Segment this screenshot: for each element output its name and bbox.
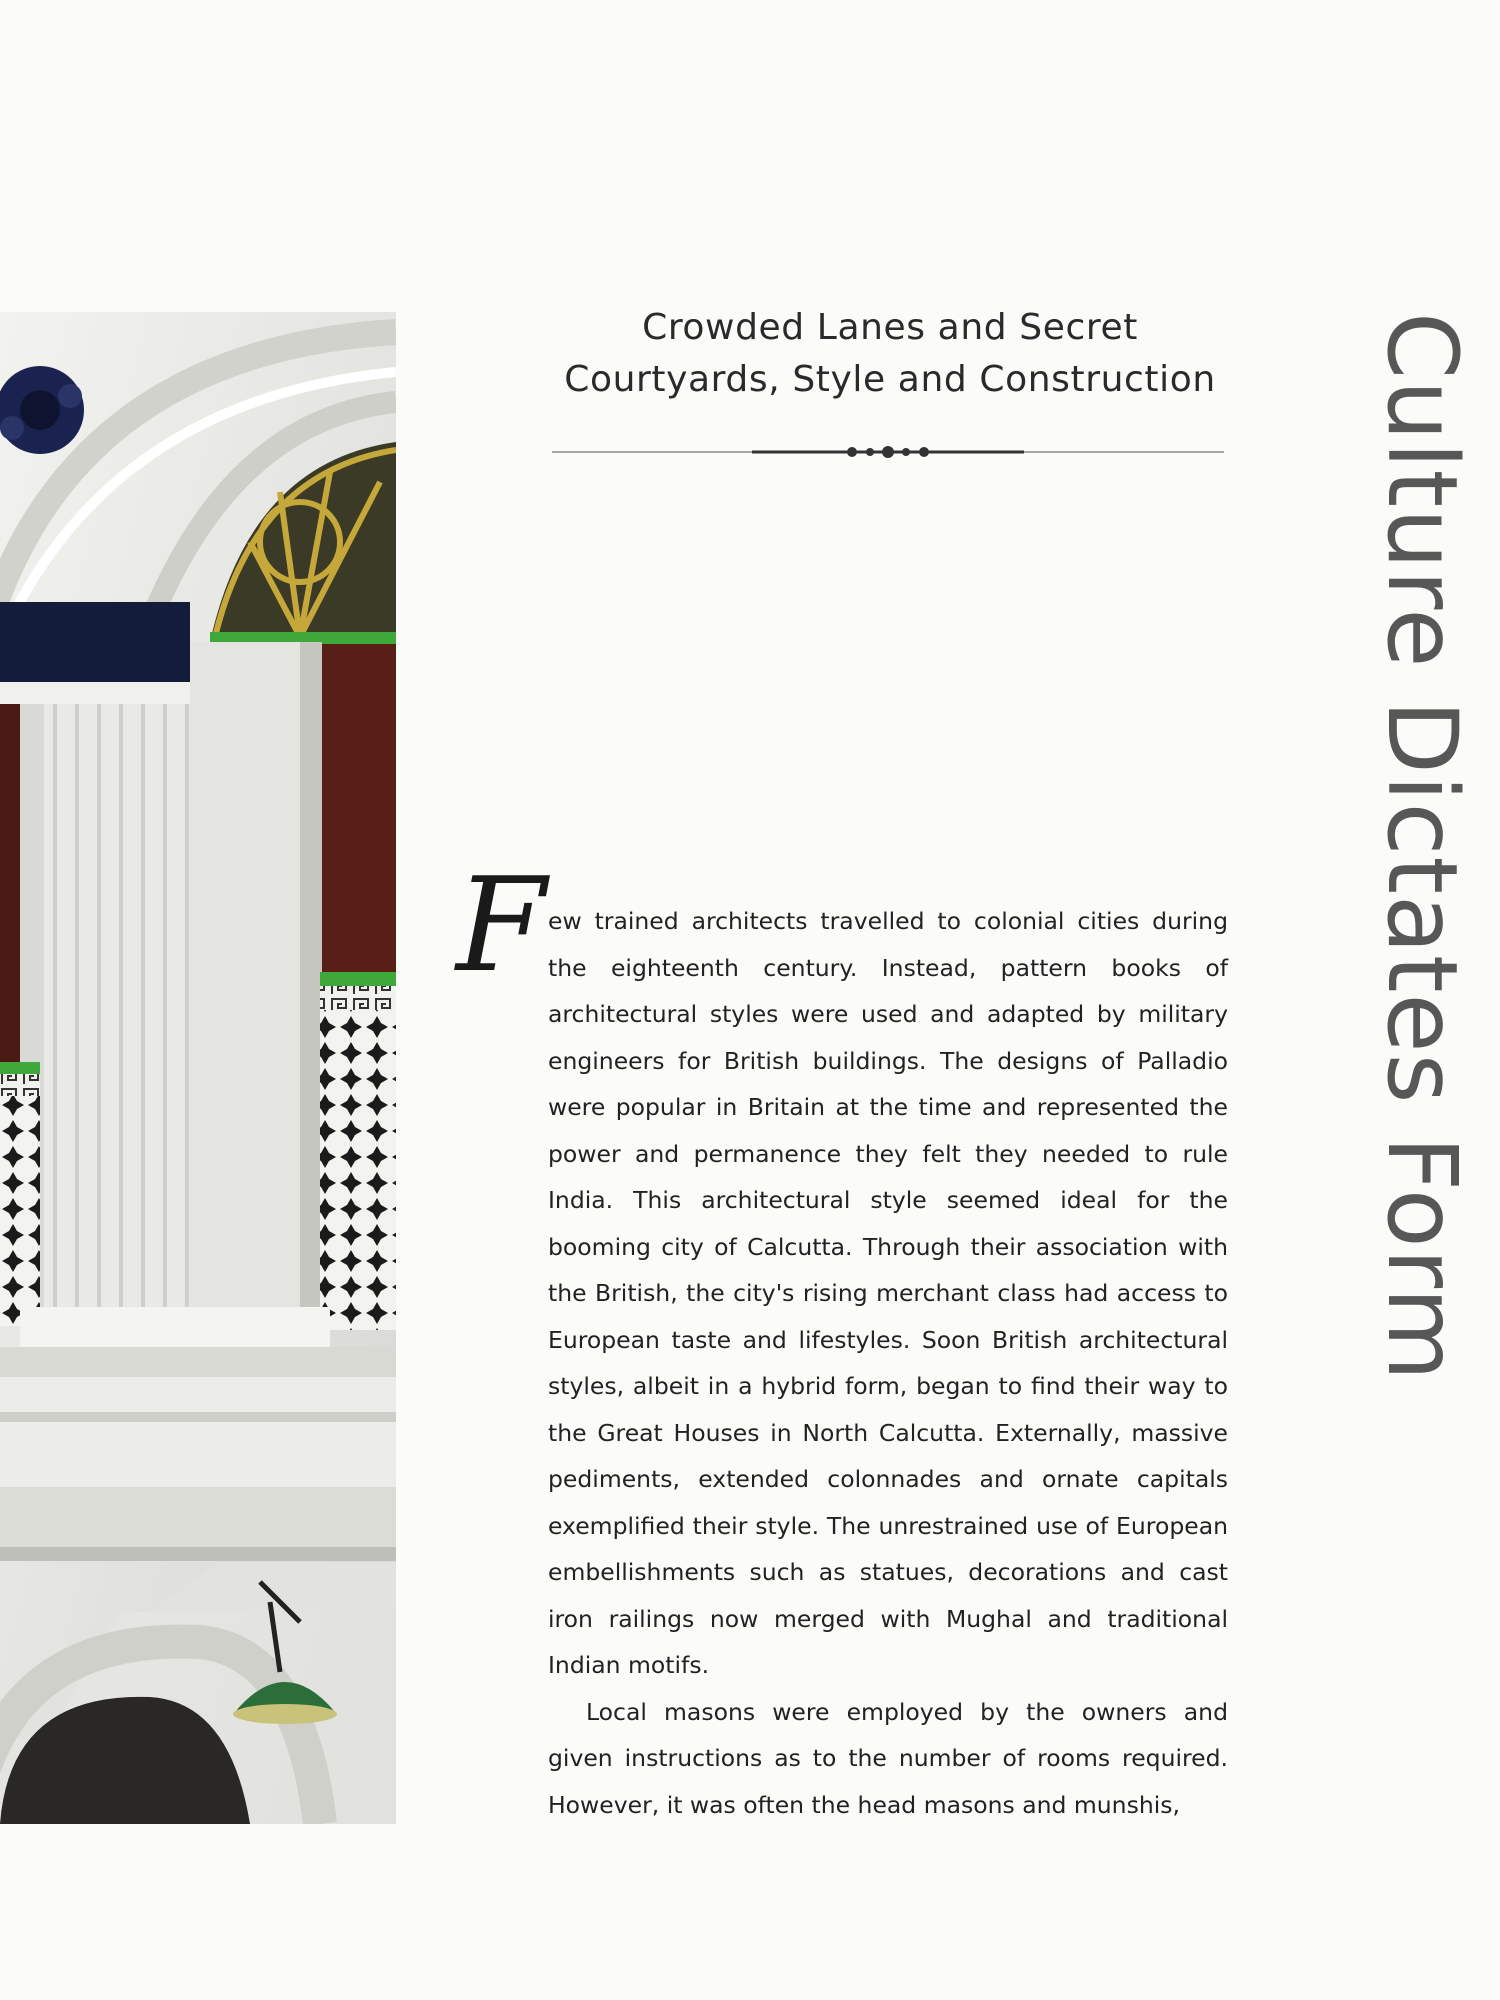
drop-cap: F (456, 849, 547, 1001)
body-text (548, 898, 1228, 1828)
paragraph-2: Local masons were employed by the owners and given instructions as to the number of rooms required. However, it was often the head masons and munshis, (548, 1697, 1228, 1819)
paragraph-1: ew trained architects travelled to colonial cities during the eighteenth century. Instead, pattern books of architectural styles were used and adapted by military engineers for British buildings. The designs of Palladio were popular in Britain at the time and represented the power and permanence they felt they needed to rule India. This architectural style seemed ideal for the booming city of Calcutta. Through their association with the British, the city's rising merchant class had access to European taste and lifestyles. Soon British architectural styles, albeit in a hybrid form, began to find their way to the Great Houses in North Calcutta. Externally, massive pediments, extended colonnades and ornate capitals exemplified their style. The unrestrained use of European embellishments such as statues, decorations and cast iron railings now merged with Mughal and traditional Indian motifs. (548, 907, 1228, 1679)
facade-photo (0, 312, 396, 1824)
decorative-divider (552, 442, 1224, 462)
section-subtitle (540, 302, 1240, 406)
subtitle-line-2: Courtyards, Style and Construction (564, 359, 1216, 400)
subtitle-line-1: Crowded Lanes and Secret (642, 307, 1138, 348)
chapter-title: Culture Dictates Form (1366, 312, 1478, 1382)
